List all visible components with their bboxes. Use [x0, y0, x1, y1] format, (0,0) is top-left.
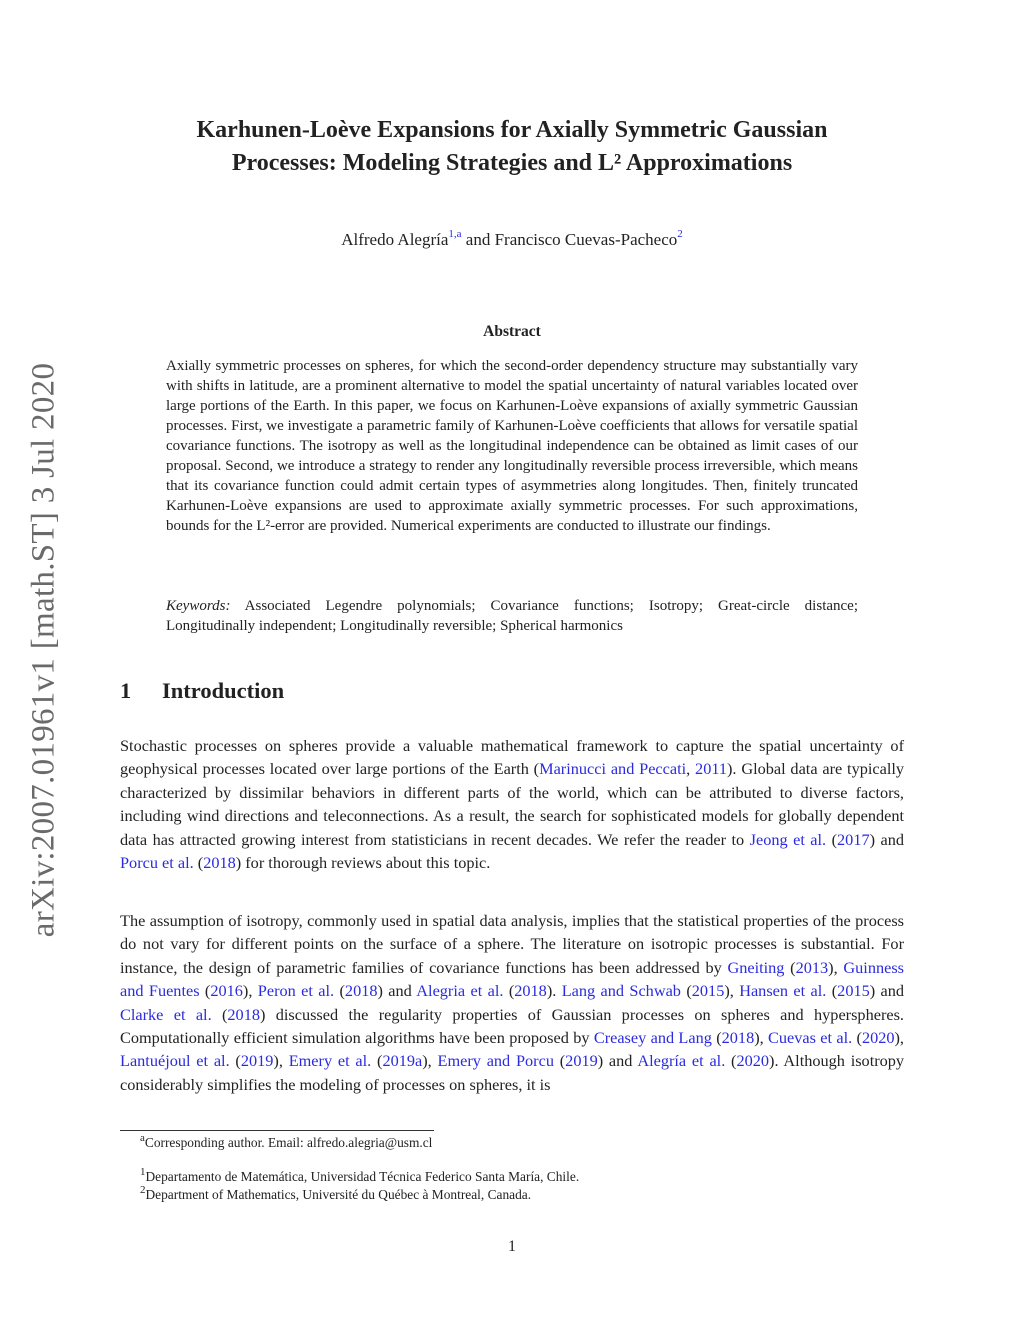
arxiv-identifier: arXiv:2007.01961v1 [math.ST] 3 Jul 2020: [25, 362, 62, 938]
author-list: [120, 230, 904, 250]
keywords-text: Associated Legendre polynomials; Covariance functions; Isotropy; Great-circle distance; Longitudinally independent; Longitudinally reversible; Spherical harmonics: [166, 598, 858, 634]
citation-link[interactable]: 2020: [861, 1028, 895, 1048]
footnote-text: Departamento de Matemática, Universidad Técnica Federico Santa María, Chile.: [145, 1169, 580, 1184]
author-connector: and: [461, 230, 495, 249]
text-run: ) and: [869, 981, 905, 1001]
title-line-2: Processes: Modeling Strategies and L² Approximations: [231, 150, 793, 176]
citation-link[interactable]: 2013: [795, 957, 829, 977]
citation-link[interactable]: Marinucci and Peccati: [539, 759, 687, 779]
citation-link[interactable]: 2011: [695, 759, 728, 779]
text-run: (: [371, 1051, 383, 1071]
text-run: ).: [546, 981, 562, 1001]
text-run: ) and: [597, 1051, 638, 1071]
citation-link[interactable]: Emery et al.: [288, 1051, 372, 1071]
text-run: (: [680, 981, 692, 1001]
text-run: ),: [754, 1028, 769, 1048]
citation-link[interactable]: Porcu et al.: [120, 853, 194, 873]
text-run: ),: [724, 981, 740, 1001]
text-run: ) and: [869, 829, 904, 849]
footnote-mark: 1: [140, 1165, 146, 1178]
text-run: (: [334, 981, 345, 1001]
text-run: ) for thorough reviews about this topic.: [235, 853, 491, 873]
keywords-label: Keywords:: [166, 598, 231, 614]
text-run: (: [211, 1004, 228, 1024]
footnote-affiliation-2: [140, 1183, 532, 1204]
citation-link[interactable]: Hansen et al.: [739, 981, 827, 1001]
text-run: ),: [273, 1051, 289, 1071]
author-2-affiliation[interactable]: 2: [677, 228, 683, 241]
citation-link[interactable]: Clarke et al.: [120, 1004, 212, 1024]
intro-paragraph-1: [120, 734, 904, 874]
paper-title: [120, 114, 904, 180]
citation-link[interactable]: Emery and Porcu: [437, 1051, 554, 1071]
page-number: 1: [508, 1238, 516, 1255]
citation-link[interactable]: 2017: [837, 829, 870, 849]
citation-link[interactable]: 2015: [691, 981, 725, 1001]
text-run: ). Although isotropy considerably simplifies the modeling of processes on spheres, it is: [120, 1051, 905, 1094]
text-run: ). Global data are typically characterized by dissimilar behaviors in different parts of the world, which can be attributed to diverse factors, including wind directions and teleconnections. As a result, the search for sophisticated models for globally dependent data has attracted growing interest from statisticians in recent decades. We refer the reader to: [120, 759, 905, 849]
footnote-text: Corresponding author. Email: alfredo.alegria@usm.cl: [144, 1135, 433, 1150]
text-run: The assumption of isotropy, commonly used in spatial data analysis, implies that the statistical properties of the process do not vary for different points on the surface of a sphere. The literature on isotropic processes is substantial. For instance, the design of parametric families of covariance functions has been addressed by: [120, 911, 904, 977]
author-1: Alfredo Alegría: [341, 230, 449, 249]
citation-link[interactable]: 2016: [210, 981, 243, 1001]
text-run: (: [229, 1051, 241, 1071]
text-run: Stochastic processes on spheres provide a valuable mathematical framework to capture the spatial uncertainty of geophysical processes located over large portions of the Earth (: [120, 736, 904, 779]
footnote-mark: a: [140, 1131, 145, 1144]
author-1-affiliation[interactable]: 1,a: [448, 228, 462, 241]
text-run: (: [826, 829, 838, 849]
footnote-affiliation-1: [140, 1165, 580, 1186]
text-run: ) discussed the regularity properties of Gaussian processes on spheres and hyperspheres. Computationally efficient simulation algorithms have been proposed by: [120, 1004, 904, 1048]
citation-link[interactable]: Guinness and Fuentes: [120, 957, 905, 1001]
text-run: ),: [894, 1028, 904, 1048]
citation-link[interactable]: 2018: [721, 1028, 755, 1048]
intro-paragraph-2: [120, 909, 904, 1096]
citation-link[interactable]: 2018: [203, 853, 236, 873]
citation-link[interactable]: 2018: [227, 1004, 260, 1024]
citation-link[interactable]: Cuevas et al.: [768, 1028, 853, 1048]
abstract-heading: Abstract: [483, 323, 541, 340]
citation-link[interactable]: 2015: [837, 981, 870, 1001]
text-run: (: [199, 981, 211, 1001]
section-number: 1: [120, 678, 132, 703]
section-title: Introduction: [162, 678, 285, 703]
citation-link[interactable]: Lantuéjoul et al.: [120, 1051, 230, 1071]
text-run: (: [784, 957, 796, 977]
text-run: (: [503, 981, 515, 1001]
footnote-mark: 2: [140, 1183, 146, 1196]
text-run: ) and: [377, 981, 417, 1001]
author-2: Francisco Cuevas-Pacheco: [494, 230, 678, 249]
citation-link[interactable]: 2020: [736, 1051, 770, 1071]
keywords: [166, 596, 858, 636]
title-line-1: Karhunen-Loève Expansions for Axially Symmetric Gaussian: [196, 117, 828, 143]
text-run: ,: [686, 759, 696, 779]
text-run: (: [725, 1051, 737, 1071]
text-run: ),: [828, 957, 844, 977]
section-heading: [120, 678, 284, 704]
footnote-corresponding-author: [140, 1131, 433, 1152]
text-run: (: [711, 1028, 722, 1048]
citation-link[interactable]: 2018: [344, 981, 378, 1001]
citation-link[interactable]: 2019: [565, 1051, 598, 1071]
citation-link[interactable]: 2019a: [382, 1051, 423, 1071]
text-run: (: [193, 853, 204, 873]
text-run: (: [826, 981, 838, 1001]
citation-link[interactable]: 2019: [240, 1051, 274, 1071]
citation-link[interactable]: Jeong et al.: [749, 829, 827, 849]
citation-link[interactable]: Lang and Schwab: [561, 981, 681, 1001]
text-run: (: [852, 1028, 862, 1048]
text-run: ),: [422, 1051, 438, 1071]
footnote-divider: [120, 1130, 434, 1131]
citation-link[interactable]: Creasey and Lang: [593, 1028, 712, 1048]
citation-link[interactable]: 2018: [514, 981, 547, 1001]
footnote-text: Department of Mathematics, Université du Québec à Montreal, Canada.: [145, 1187, 532, 1202]
text-run: ),: [242, 981, 258, 1001]
abstract-text: Axially symmetric processes on spheres, for which the second-order dependency structure may substantially vary with shifts in latitude, are a prominent alternative to model the spatial uncertainty of natural variables located over large portions of the Earth. In this paper, we focus on Karhunen-Loève expansions of axially symmetric Gaussian processes. First, we investigate a parametric family of Karhunen-Loève coefficients that allows for versatile spatial covariance functions. The isotropy as well as the longitudinal independence can be obtained as limit cases of our proposal. Second, we introduce a strategy to render any longitudinally reversible process irreversible, which means that its covariance function could admit certain types of asymmetries along longitudes. Then, finitely truncated Karhunen-Loève expansions are used to approximate axially symmetric processes. For such approximations, bounds for the L²-error are provided. Numerical experiments are conducted to illustrate our findings.: [166, 358, 858, 534]
citation-link[interactable]: Gneiting: [727, 957, 785, 977]
citation-link[interactable]: Alegria et al.: [416, 981, 504, 1001]
text-run: (: [553, 1051, 566, 1071]
citation-link[interactable]: Peron et al.: [257, 981, 335, 1001]
citation-link[interactable]: Alegría et al.: [637, 1051, 726, 1071]
